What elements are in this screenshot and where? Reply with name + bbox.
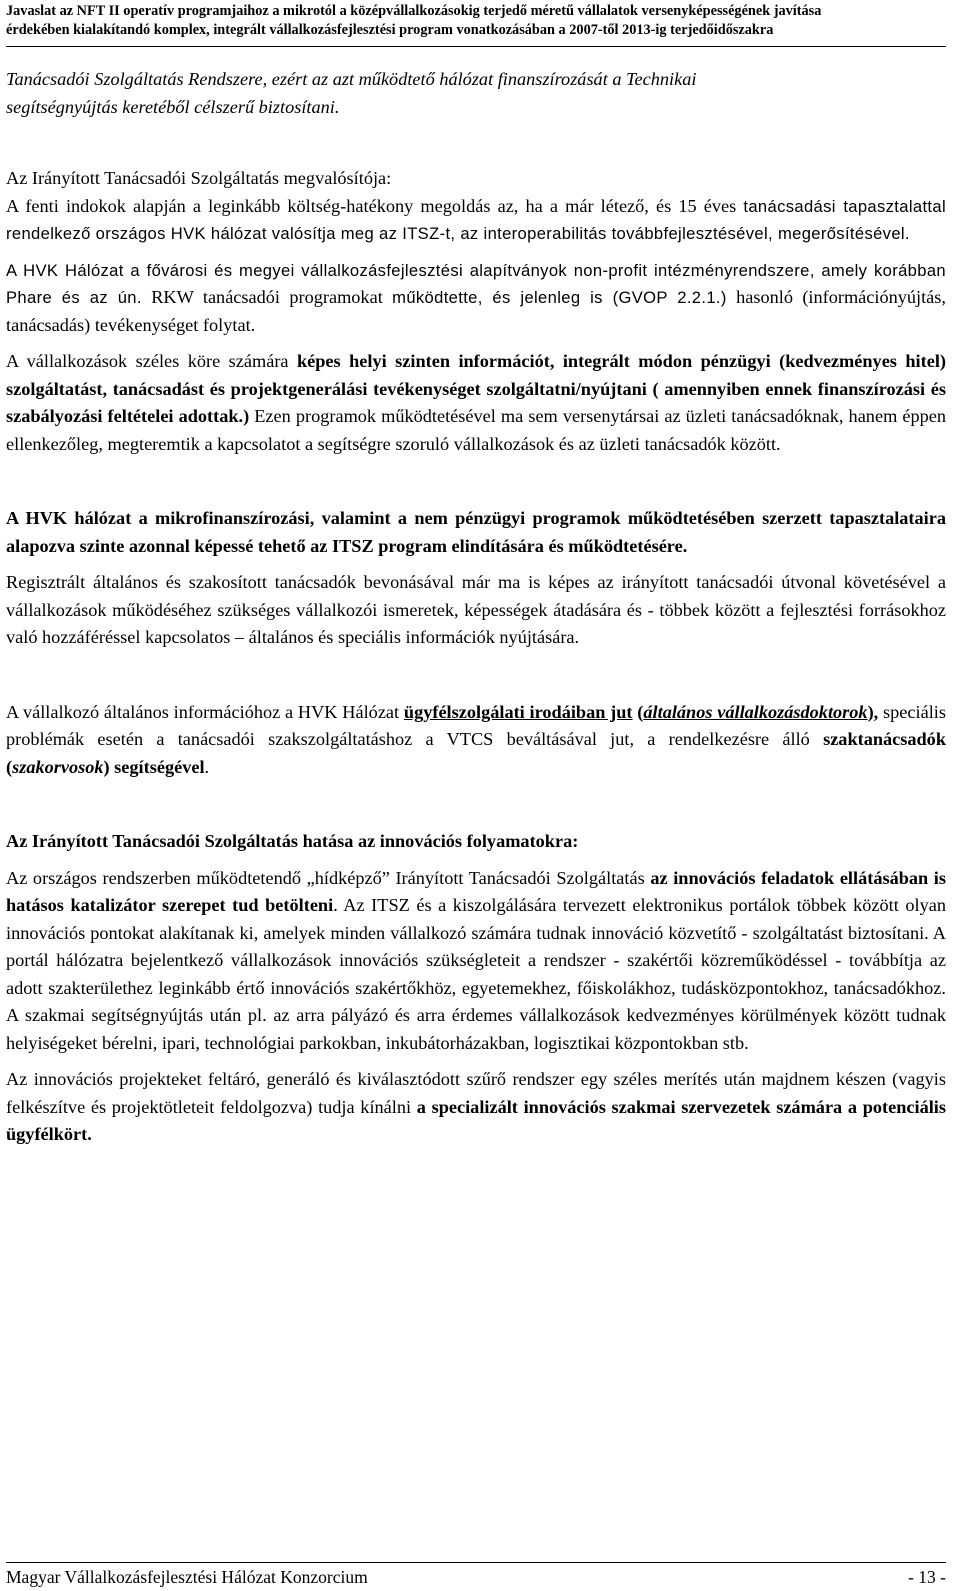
s2p2-text-a: Az innovációs projekteket feltáró, generáló és kiválasztódott szűrő rendszer egy széles merítés után majdnem készen (vagyis felkészítve és projektötleteit feldolgozva) tudja kínálni [6, 1069, 946, 1117]
page-number: - 13 - [908, 1567, 946, 1587]
s1p2-sans-a: A HVK Hálózat a fővárosi és megyei vállalkozásfejlesztési alapítványok non-profit intézményrendszere, amely korábban Phare és az ún. [6, 260, 946, 307]
s1p6-end: . [204, 756, 210, 777]
footer-organization: Magyar Vállalkozásfejlesztési Hálózat Konzorcium [6, 1567, 368, 1587]
s1p3-bold: képes helyi szinten információt, integrált módon pénzügyi (kedvezményes hitel) szolgáltatást, tanácsadást és projektgenerálási tevékenységet szolgáltatni/nyújtani ( amennyiben ennek finanszírozási és szabályozási feltételei adottak.) [6, 351, 946, 426]
section1-paragraph-4: A HVK hálózat a mikrofinanszírozási, valamint a nem pénzügyi programok működtetésében szerzett tapasztalataira alapozva szinte azonnal képessé tehető az ITSZ program elindítására és működtetésére. [6, 508, 946, 556]
s1p3-text-b: Ezen programok működtetésével ma sem versenytársai az üzleti tanácsadóknak, hanem éppen ellenkezőleg, megteremtik a kapcsolatot a segítségre szoruló vállalkozások és az üzleti tanácsadók között. [6, 406, 946, 454]
s1p1-sans: tanácsadási tapasztalattal rendelkező országos HVK hálózat valósítja meg az ITSZ-t, az interoperabilitás továbbfejlesztésével, megerősítésével. [6, 196, 946, 243]
intro-line-1: Tanácsadói Szolgáltatás Rendszere, ezért az azt működtető hálózat finanszírozását a Technikai [6, 69, 697, 89]
s2p2-bold: a specializált innovációs szakmai szervezetek számára a potenciális ügyfélkört. [6, 1096, 946, 1144]
s1p6-bold-3: ) segítségével [103, 756, 205, 777]
intro-paragraph [6, 66, 946, 121]
section1-paragraph-2 [6, 257, 946, 340]
intro-line-2: segítségnyújtás keretéből célszerű biztosítani. [6, 96, 340, 117]
footer-divider [6, 1562, 946, 1563]
section2-heading: Az Irányított Tanácsadói Szolgáltatás hatása az innovációs folyamatokra: [6, 831, 579, 851]
section1-paragraph-1 [6, 193, 946, 248]
section1-paragraph-5: Regisztrált általános és szakosított tanácsadók bevonásával már ma is képes az irányított tanácsadói útvonal követésével a vállalkozások működéséhez szükséges vállalkozói ismeretek, képességek átadására és - többek között a fejlesztési forrásokhoz való hozzáféréssel kapcsolatos – általános és speciális információk nyújtására. [6, 572, 946, 647]
s1p1-serif: A fenti indokok alapján a leginkább költség-hatékony megoldás az, ha a már létező, és 15 éves [6, 195, 737, 216]
section1-paragraph-3 [6, 348, 946, 458]
s1p6-text-a: A vállalkozó általános információhoz a HVK Hálózat [6, 701, 400, 722]
section2-paragraph-1 [6, 865, 946, 1058]
header-divider [6, 46, 946, 47]
s2p1-text-a: Az országos rendszerben működtetendő „hídképző” Irányított Tanácsadói Szolgáltatás [6, 867, 645, 888]
s1p6-bold-italic-2: szakorvosok [12, 756, 104, 777]
s1p2-serif-a: RKW tanácsadói programokat [151, 287, 383, 307]
page-header [6, 2, 946, 40]
s1p6-close: ), [867, 701, 879, 722]
s1p6-open: ( [637, 701, 644, 722]
section2-paragraph-2 [6, 1066, 946, 1149]
section1-heading: Az Irányított Tanácsadói Szolgáltatás megvalósítója: [6, 168, 392, 188]
header-line-2: érdekében kialakítandó komplex, integrált vállalkozásfejlesztési program vonatkozásában a 2007-től 2013-ig terjedőidőszakra [6, 22, 774, 38]
s1p6-text-b: speciális problémák esetén a tanácsadói szakszolgáltatáshoz a VTCS beváltásával jut, a rendelkezésre álló [6, 701, 946, 749]
s1p6-bold-underline: ügyfélszolgálati irodáiban jut [403, 701, 633, 722]
s1p2-sans-b: működtette, és jelenleg is (GVOP 2.2.1.) [392, 288, 727, 307]
s1p3-text-a: A vállalkozások széles köre számára [6, 351, 289, 371]
header-line-1: Javaslat az NFT II operatív programjaihoz a mikrotól a középvállalkozásokig terjedő méretű vállalatok versenyképességének javítása [6, 3, 822, 19]
section1-paragraph-6 [6, 699, 946, 782]
s2p1-bold: az innovációs feladatok ellátásában is hatásos katalizátor szerepet tud betölteni [6, 867, 946, 915]
s2p1-text-b: . Az ITSZ és a kiszolgálására tervezett elektronikus portálok többek között olyan innovációs pontokat alakítanak ki, amelyek minden vállalkozó számára tudnak innováció közvetítő - szolgáltatást biztosítani. A portál hálózatra bejelentkező vállalkozások innovációs szükségleteit a rendszer - szakértői közreműködéssel - továbbítja az adott szakterülethez leginkább értő innovációs szakértőkhöz, egyetemekhez, főiskolákhoz, tudásközpontokhoz, tanácsadókhoz. A szakmai segítségnyújtás után pl. az arra pályázó és arra érdemes vállalkozások kedvezményes körülmények között tudnak helyiségeket bérelni, ipari, technológiai parkokban, inkubátorházakban, logisztikai központokban stb. [6, 895, 946, 1053]
s1p2-serif-b: hasonló (információnyújtás, tanácsadás) tevékenységet folytat. [6, 287, 946, 335]
document-body [6, 66, 946, 1149]
s1p6-bold-2: szaktanácsadók ( [6, 729, 946, 777]
s1p6-bold-italic: általános vállalkozásdoktorok [643, 701, 868, 722]
